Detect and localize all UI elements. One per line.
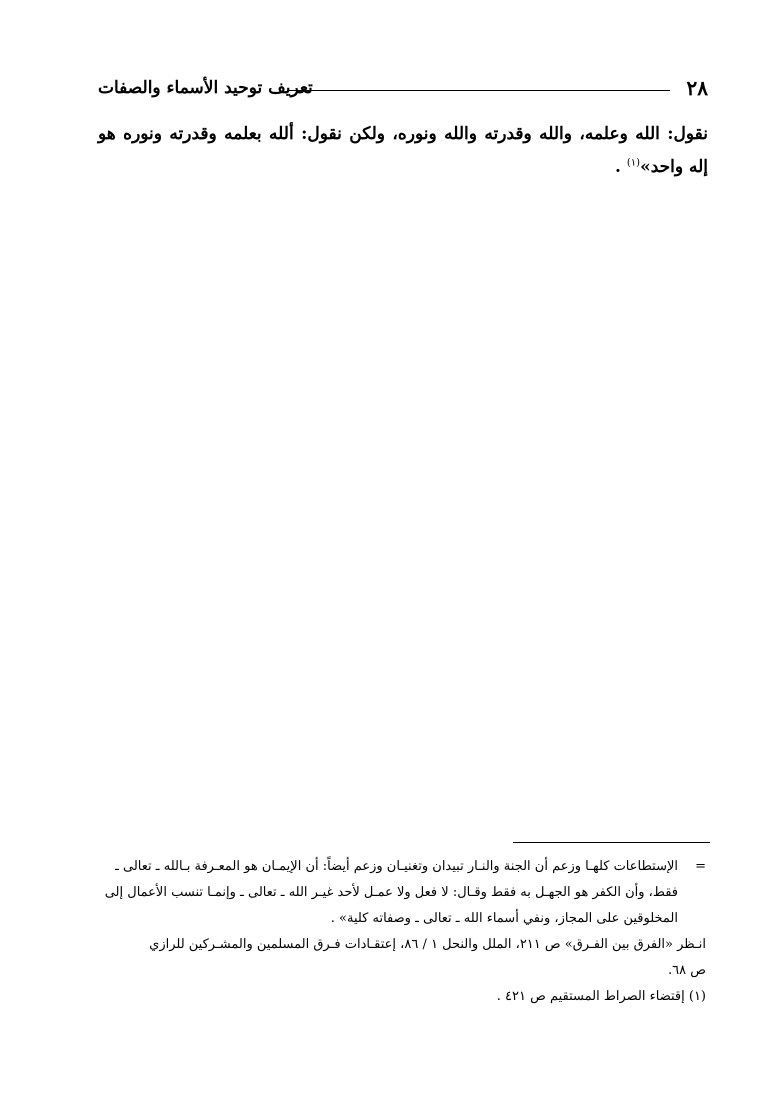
footnote-continuation (100, 854, 706, 932)
running-title: تعريف توحيد الأسماء والصفات (98, 78, 313, 98)
paragraph-text: نقول: الله وعلمه، والله وقدرته والله ونوره، ولكن نقول: ألله بعلمه وقدرته ونوره هو إله واحد» (98, 124, 708, 177)
footnote-line: فقط، وأن الكفر هو الجهـل به فقط وقـال: لا فعل ولا عمـل لأحد غيـر الله ـ تعالى ـ وإنمـا تنسب الأعمال إلى (104, 885, 678, 900)
main-text (98, 118, 708, 184)
footnote-line: الإستطاعات كلهـا وزعم أن الجنة والنـار تبيدان وتغنيـان وزعم أيضاً: أن الإيمـان هو المعـرفة بـالله ـ تعالى ـ (115, 859, 678, 874)
page-header (98, 74, 708, 106)
continuation-marker: = (695, 859, 706, 874)
footnote-separator (513, 842, 710, 843)
footnote-1 (100, 984, 706, 1010)
footnote-reference: (١) (626, 157, 641, 169)
paragraph-end: . (615, 157, 627, 177)
body-paragraph (98, 118, 708, 184)
footnote-reference-block (100, 932, 706, 984)
footnote-line: المخلوقين على المجاز، ونفي أسماء الله ـ تعالى ـ وصفاته كلية» . (330, 911, 678, 926)
footnote-1-text: (١) إقتضاء الصراط المستقيم ص ٤٢١ . (496, 989, 706, 1004)
footnotes (100, 854, 706, 1010)
footnote-line: انـظر «الفرق بين الفـرق» ص ٢١١، الملل والنحل ١ / ٨٦، إعتقـادات فـرق المسلمين والمشـركين للرازي (149, 937, 706, 952)
header-rule (288, 90, 670, 91)
page-number: ٢٨ (686, 76, 708, 100)
footnote-line: ص ٦٨. (668, 963, 706, 978)
